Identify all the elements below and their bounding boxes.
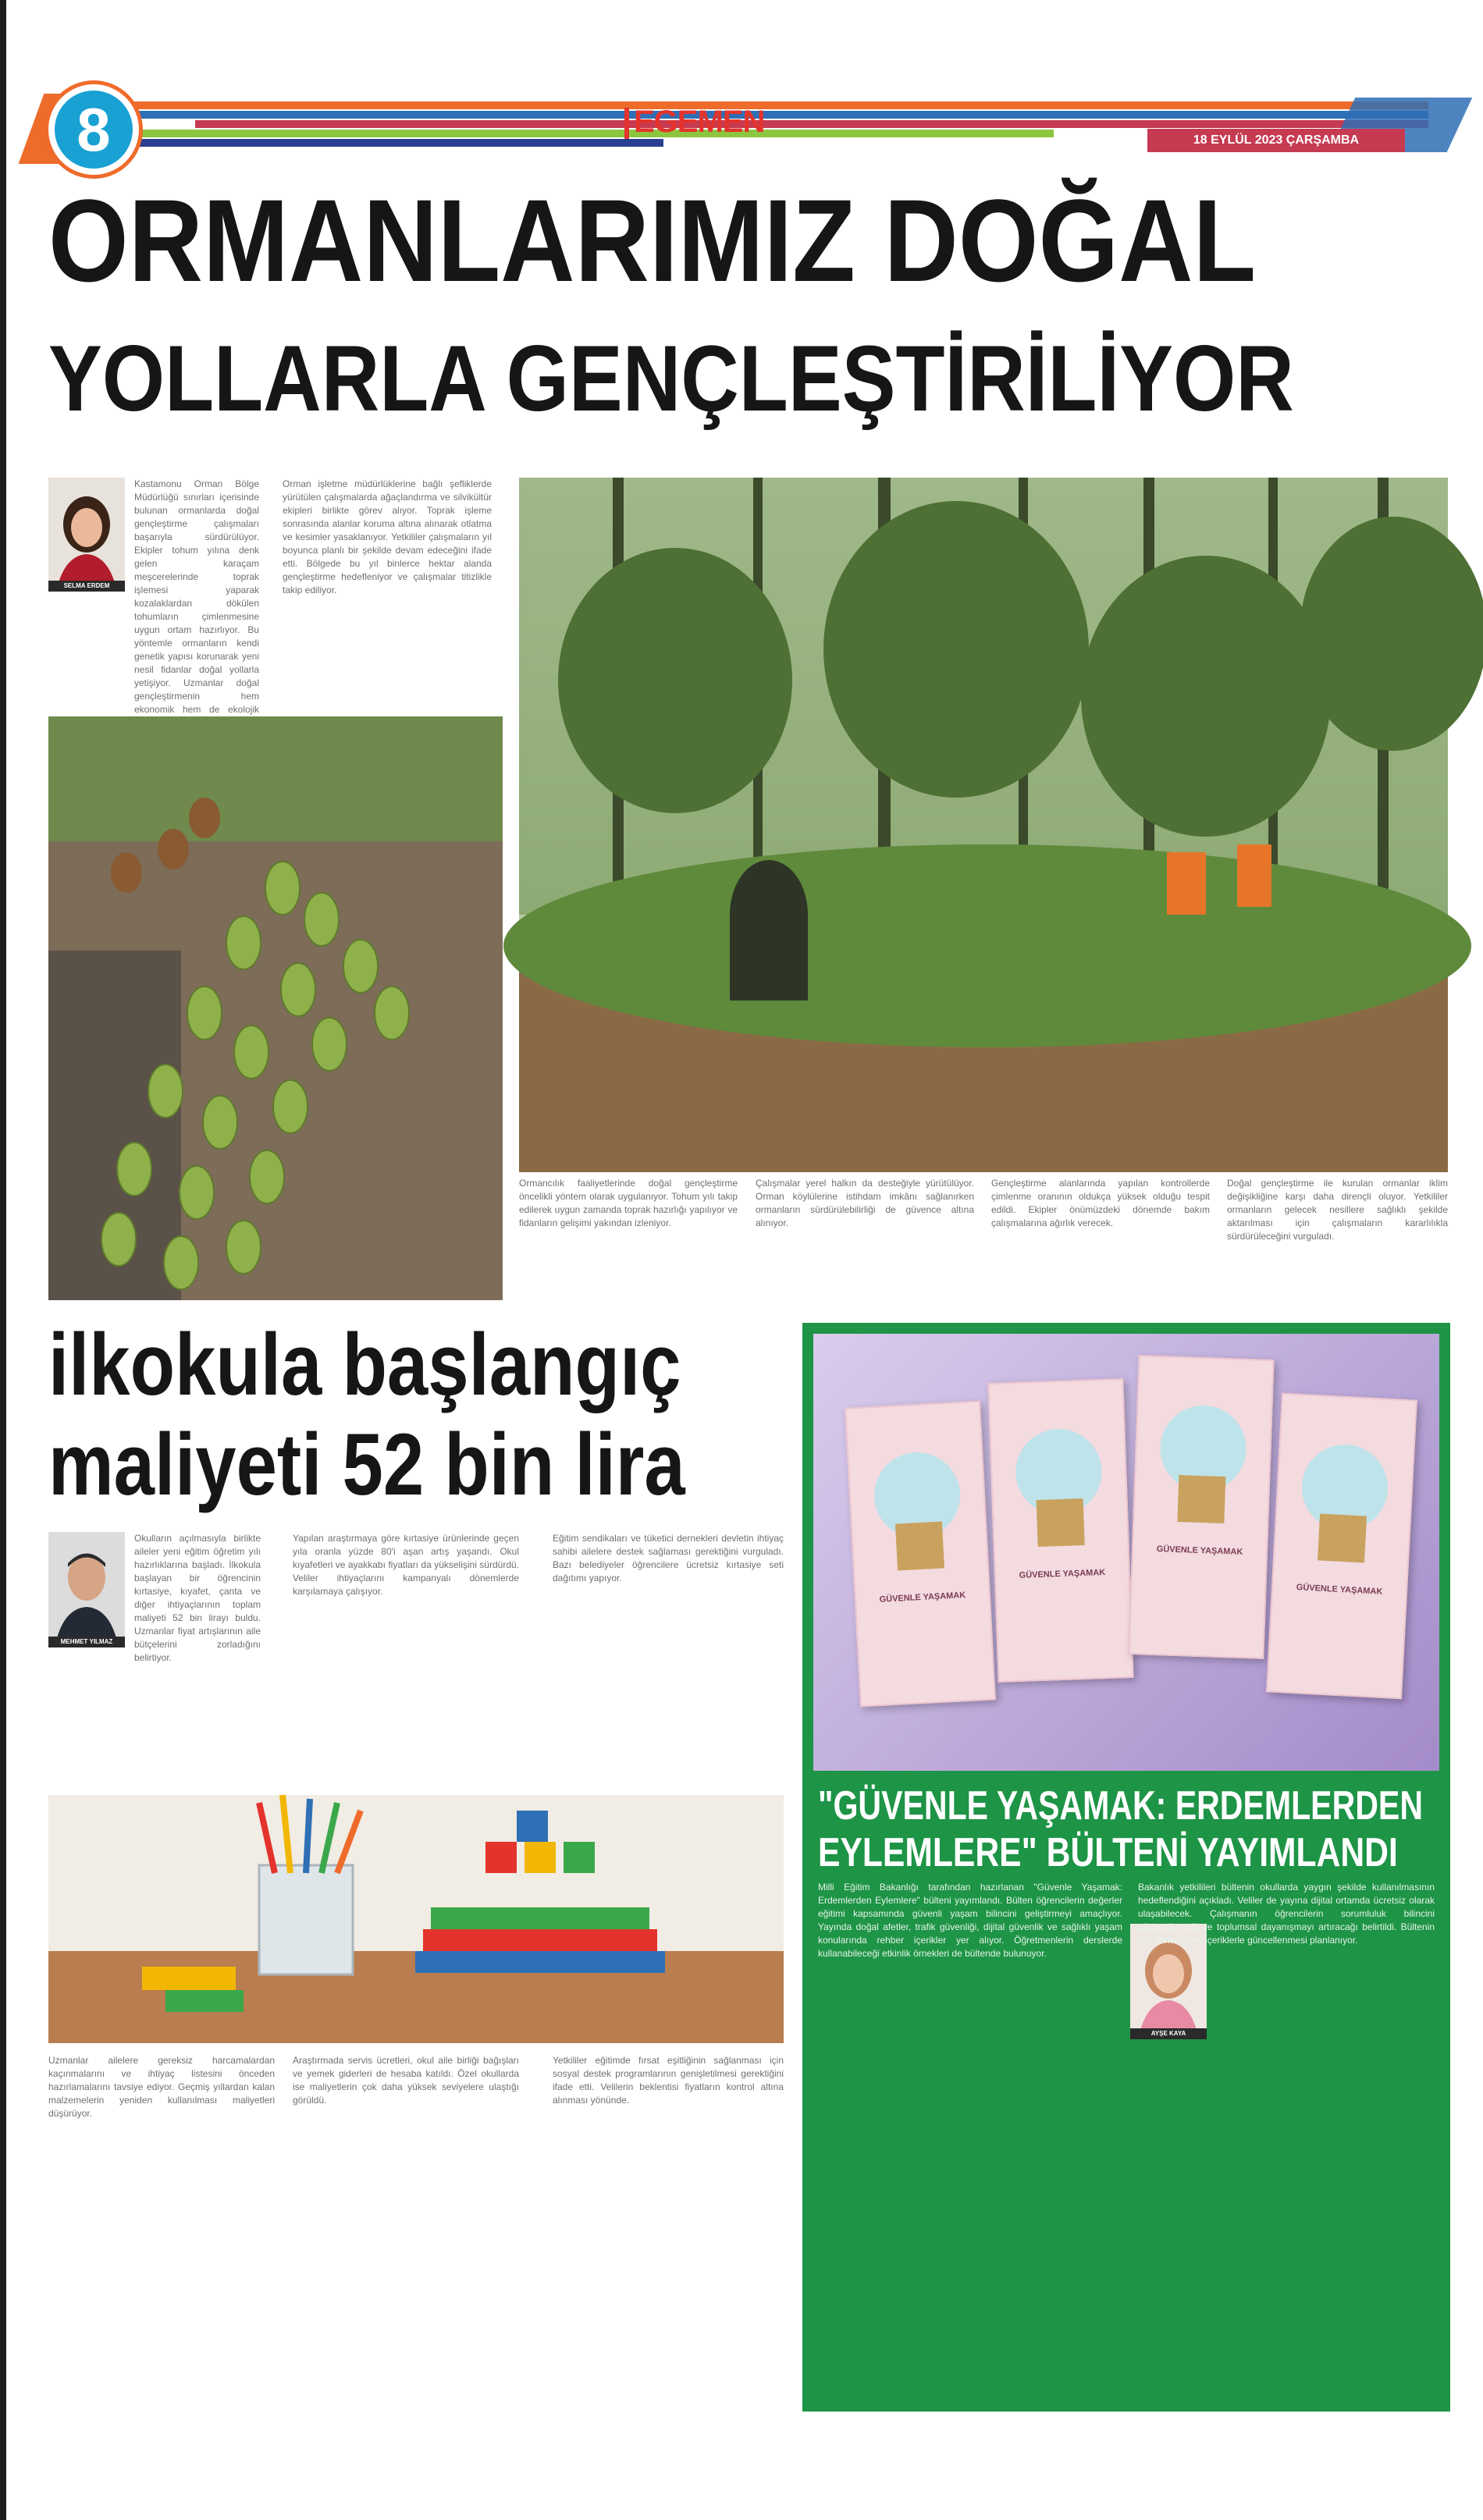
article2-author-portrait <box>48 1532 125 1647</box>
page-number-badge: 8 <box>48 84 139 175</box>
article3-headline-line2: EYLEMLERE" BÜLTENİ YAYIMLANDI <box>818 1830 1398 1875</box>
forest-workers-photo <box>519 478 1448 1172</box>
article3-column-2: Bakanlık yetkilileri bültenin okullarda yaygın şekilde kullanılmasının hedeflendiğini açıkladı. Veliler de yayına dijital ortamda ücretsiz olarak ulaşabilecek. Çalışmanın öğrencilerin sorumluluk bilincini güçlendireceği ve toplumsal dayanışmayı artıracağı belirtildi. Bültenin her dönem yeni içeriklerle güncellenmesi planlanıyor. <box>1138 1882 1435 1946</box>
brand-bar <box>624 108 629 139</box>
school-supplies-photo <box>48 1795 784 2043</box>
article2-headline-line1: ilkokula başlangıç <box>48 1316 681 1413</box>
article2-headline-line2: maliyeti 52 bin lira <box>48 1416 685 1513</box>
school-supplies-image <box>48 1795 784 2043</box>
brochure-title: GÜVENLE YAŞAMAK <box>1156 1544 1243 1557</box>
article1-headline-line2: YOLLARLA GENÇLEŞTİRİLİYOR <box>48 326 1294 431</box>
header-stripe-blue <box>117 111 1428 119</box>
author-photo-icon <box>48 478 125 592</box>
bulletin-article-box <box>802 1323 1450 2412</box>
author-caption: AYŞE KAYA <box>1130 2028 1207 2039</box>
author-photo-icon <box>48 1532 125 1647</box>
article2-column-1: Okulların açılmasıyla birlikte aileler yeni eğitim öğretim yılı hazırlıklarına başladı. İlkokula başlayan bir öğrencinin kırtasiye, kıyafet, çanta ve diğer ihtiyaçlarının toplam maliyeti 52 bin lirayı buldu. Uzmanlar fiyat artışlarının aile bütçelerini zorladığını belirtiyor. <box>134 1533 261 1663</box>
brochure-cover <box>1128 1355 1274 1659</box>
bulletin-brochures-image <box>813 1334 1439 1771</box>
article1-bottom-column-1: Ormancılık faaliyetlerinde doğal gençleştirme öncelikli yöntem olarak uygulanıyor. Tohum yılı takip edilerek uygun zamanda toprak hazırlığı yapılıyor ve fidanların gelişimi yakından izleniyor. <box>519 1178 738 1228</box>
header-stripe-green <box>117 130 1054 137</box>
header-stripe-red <box>195 120 1428 128</box>
brochure-cover <box>845 1401 996 1708</box>
author-caption: MEHMET YILMAZ <box>48 1637 125 1647</box>
brochure-title: GÜVENLE YAŞAMAK <box>1019 1568 1106 1580</box>
brochure-title: GÜVENLE YAŞAMAK <box>1296 1583 1383 1597</box>
brochure-title: GÜVENLE YAŞAMAK <box>879 1591 966 1605</box>
dateline: 18 EYLÜL 2023 ÇARŞAMBA <box>1147 129 1405 152</box>
article3-headline-line1: "GÜVENLE YAŞAMAK: ERDEMLERDEN <box>818 1783 1423 1829</box>
article3-column-1: Milli Eğitim Bakanlığı tarafından hazırlanan "Güvenle Yaşamak: Erdemlerden Eylemlere" bülteni yayımlandı. Bülten öğrencilerin değerler eğitimi kapsamında güvenli yaşam bilincini geliştirmeyi amaçlıyor. Yayında doğal afetler, trafik güvenliği, dijital güvenlik ve sağlıklı yaşam konularında rehber içerikler yer alıyor. Öğretmenlerin derslerde kullanabileceği etkinlik örnekleri de bültende bulunuyor. <box>818 1882 1122 1959</box>
page-edge <box>0 0 6 2520</box>
article1-column-1: Kastamonu Orman Bölge Müdürlüğü sınırları içerisinde bulunan ormanlarda doğal gençleştirme çalışmaları başarıyla sürdürülüyor. Ekipler tohum yılına denk gelen karaçam meşcerelerinde toprak işlemesi yaparak kozalaklardan dökülen tohumların çimlenmesine uygun ortam hazırlıyor. Bu yöntemle ormanların kendi genetik yapısı korunarak yeni nesil fidanlar doğal yollarla yetişiyor. Uzmanlar doğal gençleştirmenin hem ekonomik hem de ekolojik <box>134 478 259 715</box>
header-stripe-orange <box>117 101 1428 109</box>
article1-bottom-column-4: Doğal gençleştirme ile kurulan ormanlar iklim değişikliğine karşı daha dirençli oluyor. Yetkililer ormanların gelecek nesillere sağlıklı şekilde aktarılması için çalışmaların kararlılıkla sürdürüleceğini vurguladı. <box>1227 1178 1448 1242</box>
pine-cones-photo <box>48 716 503 1300</box>
article2-bottom-column-3: Yetkililer eğitimde fırsat eşitliğinin sağlanması için sosyal destek programlarının genişletilmesi gerektiğini ifade etti. Velilerin beklentisi fiyatların kontrol altına alınması yönünde. <box>553 2055 784 2106</box>
article2-bottom-column-2: Araştırmada servis ücretleri, okul aile birliği bağışları ve yemek giderleri de hesaba katıldı. Özel okullarda ise maliyetlerin çok daha yüksek seviyelere ulaştığı görüldü. <box>293 2055 519 2106</box>
header-stripe-navy <box>117 139 663 147</box>
forest-scene-image <box>519 478 1448 1172</box>
pine-cones-image <box>48 716 503 1300</box>
article1-bottom-column-2: Çalışmalar yerel halkın da desteğiyle yürütülüyor. Orman köylülerine istihdam imkânı sağlanırken ormanların sürdürülebilirliği de güvence altına alınıyor. <box>756 1178 974 1228</box>
article2-column-3: Eğitim sendikaları ve tüketici dernekleri devletin ihtiyaç sahibi ailelere destek sağlaması gerektiğini vurguladı. Bazı belediyeler öğrencilere ücretsiz kırtasiye seti dağıtımı yapıyor. <box>553 1533 784 1583</box>
article2-column-2: Yapılan araştırmaya göre kırtasiye ürünlerinde geçen yıla oranla yüzde 80'i aşan artış yaşandı. Okul kıyafetleri ve ayakkabı fiyatları da yükselişini sürdürdü. Veliler ihtiyaçlarını kampanyalı dönemlerde karşılamaya çalışıyor. <box>293 1533 519 1597</box>
author-caption: SELMA ERDEM <box>48 581 125 592</box>
article1-headline-line1: ORMANLARIMIZ DOĞAL <box>48 175 1257 306</box>
article1-bottom-column-3: Gençleştirme alanlarında yapılan kontrollerde çimlenme oranının oldukça yüksek olduğu tespit edildi. Ekipler önümüzdeki dönemde bakım çalışmalarına ağırlık verecek. <box>991 1178 1210 1228</box>
brochure-cover <box>1266 1393 1417 1700</box>
article2-bottom-column-1: Uzmanlar ailelere gereksiz harcamalardan kaçınmalarını ve ihtiyaç listesini önceden hazırlamalarını tavsiye ediyor. Geçmiş yıllardan kalan malzemelerin yeniden kullanılması maliyetleri düşürüyor. <box>48 2055 275 2119</box>
article1-author-portrait <box>48 478 125 592</box>
article1-column-2: Orman işletme müdürlüklerine bağlı şefliklerde yürütülen çalışmalarda ağaçlandırma ve silvikültür ekipleri birlikte görev alıyor. Toprak işleme sonrasında alanlar koruma altına alınarak otlatma ve kesimler yasaklanıyor. Yetkililer çalışmaların yıl boyunca planlı bir şekilde devam edeceğini ifade etti. Bölgede bu yıl binlerce hektar alanda gençleştirme hedefleniyor ve çalışmalar titizlikle takip ediliyor. <box>283 478 492 595</box>
newspaper-brand: EGEMEN <box>634 105 765 139</box>
brochure-cover <box>987 1378 1133 1683</box>
